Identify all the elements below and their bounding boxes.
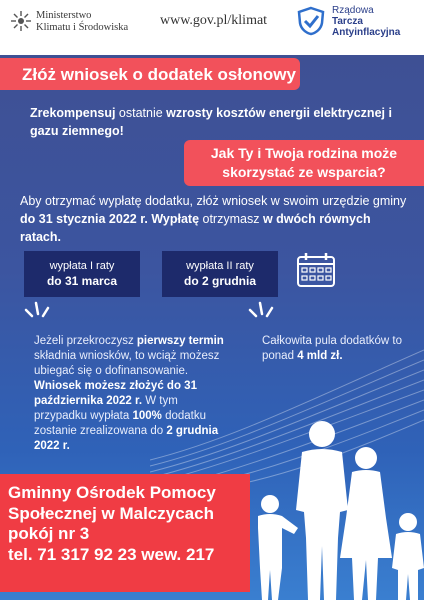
question-line2: skorzystać ze wsparcia? [222,164,386,180]
late-application-text [34,334,234,454]
question-line1: Jak Ty i Twoja rodzina może [210,145,398,161]
intro-part2: ostatnie [115,106,167,120]
tarcza-line1: Rządowa [332,5,374,16]
header [0,0,424,55]
details-part3: otrzymasz [199,212,263,226]
col1-g: dodatku zostanie zrealizowana do [34,410,206,437]
tarcza-line3: Antyinflacyjna [332,27,401,38]
col1-d: Wniosek możesz złożyć do 31 października 2022 r. [34,380,197,407]
tarcza-line2: Tarcza [332,16,363,27]
col1-e: W tym przypadku wypłata [34,395,178,422]
intro-part1: Zrekompensuj [30,106,116,120]
details-text [20,192,415,246]
col2-a: Całkowita pula dodatków to ponad [262,335,402,362]
ministry-line2: Klimatu i Środowiska [36,22,129,33]
contact-line1: Gminny Ośrodek Pomocy [8,483,216,502]
ministry-url: www.gov.pl/klimat [160,13,268,28]
question-banner [184,140,424,186]
col2-b: 4 mld zł. [297,350,343,362]
sparkle-icon [22,300,52,324]
intro-text [30,104,400,140]
ministry-name [36,10,128,34]
col1-c: składnia wniosków, to wciąż możesz ubiegać się o dofinansowanie. [34,350,220,377]
contact-phone: tel. 71 317 92 23 wew. 217 [8,544,215,564]
intro-part3: wzrosty kosztów energii elektrycznej i gazu ziemnego! [30,106,392,138]
tarcza-name [332,5,400,38]
payment-label: wypłata II raty [186,260,254,272]
shield-check-icon [296,6,326,36]
contact-box [0,474,250,592]
payment-box-1 [24,251,140,297]
payment-date: do 2 grudnia [184,274,256,288]
details-part1: Aby otrzymać wypłatę dodatku, złóż wniosek w swoim urzędzie gminy [20,194,407,208]
family-silhouette [240,418,424,600]
payment-date: do 31 marca [46,274,118,288]
calendar-icon [296,252,336,288]
col1-h: 2 grudnia 2022 r. [34,425,219,452]
col1-f: 100% [132,410,162,422]
col1-a: Jeżeli przekroczysz [34,335,137,347]
page-title: Złóż wniosek o dodatek osłonowy [0,58,300,90]
details-part2: do 31 stycznia 2022 r. Wypłatę [20,212,200,226]
total-pool-text [262,334,402,364]
ministry-emblem-icon [10,10,32,32]
ministry-line1: Ministerstwo [36,10,92,21]
payment-label: wypłata I raty [49,260,115,272]
details-part4: w dwóch równych ratach. [20,212,371,244]
col1-b: pierwszy termin [136,335,224,347]
contact-line2: Społecznej w Malczycach [8,503,214,523]
contact-line3: pokój nr 3 [8,524,90,543]
